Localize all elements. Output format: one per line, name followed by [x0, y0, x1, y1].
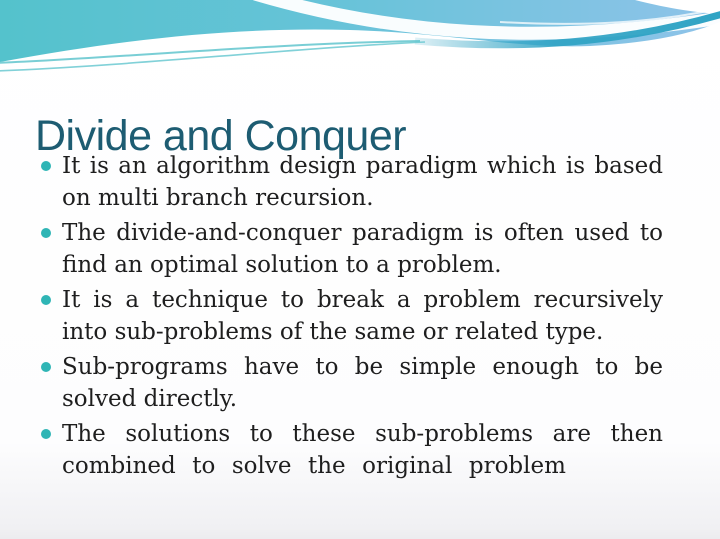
bullet-text: It is an algorithm design paradigm which is based on multi branch recursion.	[62, 153, 663, 211]
bullet-text: The solutions to these sub-problems are then combined to solve the original problem	[62, 421, 663, 479]
bullet-dot-icon	[41, 295, 51, 305]
bullet-text: Sub-programs have to be simple enough to be solved directly.	[62, 354, 663, 412]
bullet-text: The divide-and-conquer paradigm is often used to find an optimal solution to a problem.	[62, 220, 663, 278]
decorative-wave-banner	[0, 0, 720, 80]
bullet-item	[36, 418, 663, 482]
bullet-item	[36, 150, 663, 214]
bullet-item	[36, 217, 663, 281]
bullet-item	[36, 351, 663, 415]
slide-title: Divide and Conquer	[35, 111, 407, 160]
bullet-dot-icon	[41, 228, 51, 238]
bullet-text: It is a technique to break a problem recursively into sub-problems of the same or related type.	[62, 287, 663, 345]
bullet-dot-icon	[41, 429, 51, 439]
bullet-dot-icon	[41, 161, 51, 171]
bullet-item	[36, 284, 663, 348]
bullet-dot-icon	[41, 362, 51, 372]
bullet-list	[36, 150, 663, 485]
